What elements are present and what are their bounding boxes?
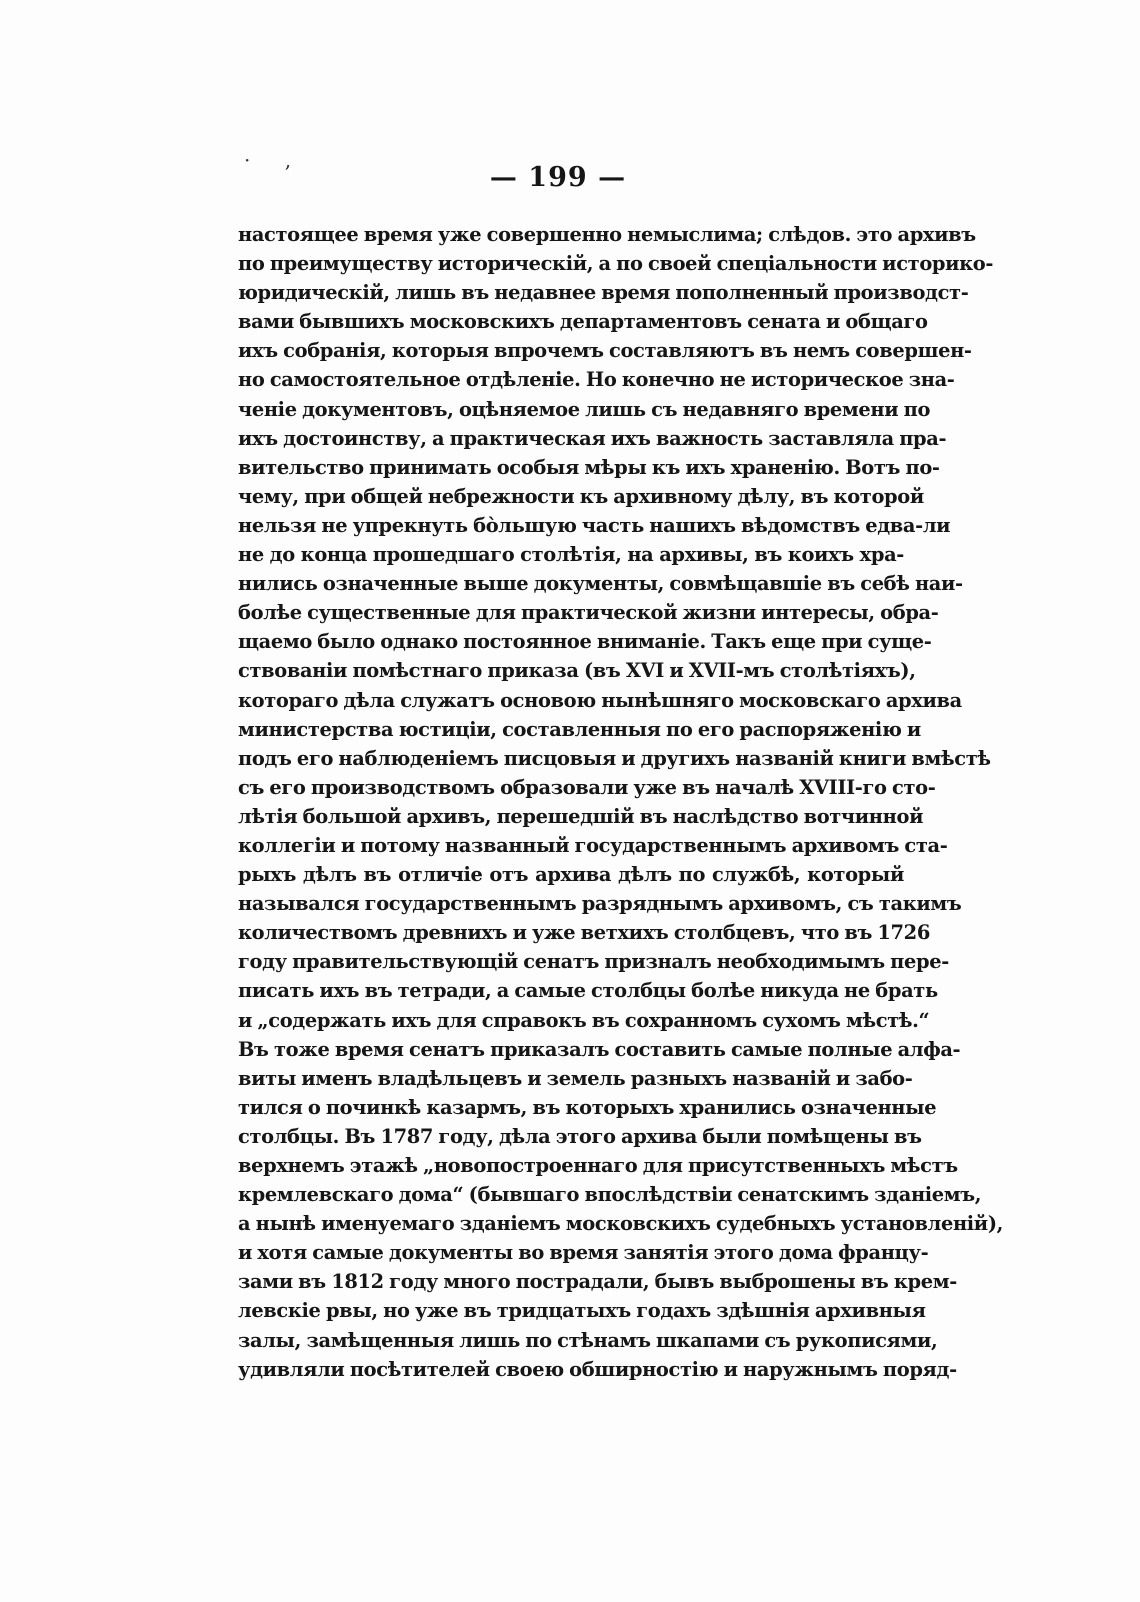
text-line: коллегіи и потому названный государственнымъ архивомъ ста- xyxy=(238,833,948,857)
text-line: вительство принимать особыя мѣры къ ихъ храненію. Вотъ по- xyxy=(238,455,940,479)
text-line: нельзя не упрекнуть бо̀льшую часть нашихъ вѣдомствъ едва-ли xyxy=(238,513,951,537)
text-line: лѣтія большой архивъ, перешедшій въ наслѣдство вотчинной xyxy=(238,804,924,828)
text-line: министерства юстиціи, составленныя по его распоряженію и xyxy=(238,717,921,741)
text-line: удивляли посѣтителей своею обширностію и наружнымъ поряд- xyxy=(238,1357,957,1381)
text-line: верхнемъ этажѣ „новопостроеннаго для присутственныхъ мѣстъ xyxy=(238,1154,958,1177)
text-line: столбцы. Въ 1787 году, дѣла этого архива были помѣщены въ xyxy=(238,1124,922,1148)
text-line: ствованіи помѣстнаго приказа (въ XVI и XVII-мъ столѣтіяхъ), xyxy=(238,659,916,683)
text-line: рыхъ дѣлъ въ отличіе отъ архива дѣлъ по службѣ, который xyxy=(238,863,904,887)
text-line: Въ тоже время сенатъ приказалъ составить самые полные алфа- xyxy=(238,1037,961,1061)
text-line: по преимуществу историческій, а по своей спеціальности историко- xyxy=(238,252,994,276)
page-specks: · , xyxy=(244,148,306,172)
page-number: — 199 — xyxy=(489,162,627,193)
body-text xyxy=(238,220,1004,1384)
text-line: но самостоятельное отдѣленіе. Но конечно не историческое зна- xyxy=(238,368,955,392)
text-line: котораго дѣла служатъ основою нынѣшняго московскаго архива xyxy=(238,688,962,712)
text-line: виты именъ владѣльцевъ и земель разныхъ названій и забо- xyxy=(238,1066,913,1090)
text-line: съ его производствомъ образовали уже въ началѣ XVIII-го сто- xyxy=(238,775,936,799)
text-line: ихъ достоинству, а практическая ихъ важность заставляла пра- xyxy=(238,426,947,450)
text-line: и хотя самые документы во время занятія этого дома францу- xyxy=(238,1241,929,1265)
text-line: назывался государственнымъ разряднымъ архивомъ, съ такимъ xyxy=(238,892,962,916)
text-line: залы, замѣщенныя лишь по стѣнамъ шкапами съ рукописями, xyxy=(238,1328,938,1352)
text-line: левскіе рвы, но уже въ тридцатыхъ годахъ здѣшнія архивныя xyxy=(238,1299,926,1323)
text-line: чему, при общей небрежности къ архивному дѣлу, въ которой xyxy=(238,484,924,508)
text-line: количествомъ древнихъ и уже ветхихъ столбцевъ, что въ 1726 xyxy=(238,921,930,945)
text-line: а нынѣ именуемаго зданіемъ московскихъ судебныхъ установленій), xyxy=(238,1212,1004,1236)
text-line: зами въ 1812 году много пострадали, бывъ выброшены въ крем- xyxy=(238,1270,957,1294)
text-line: подъ его наблюденіемъ писцовыя и другихъ названій книги вмѣстѣ xyxy=(238,746,991,770)
text-line: нились означенные выше документы, совмѣщавшіе въ себѣ наи- xyxy=(238,572,963,596)
text-line: писать ихъ въ тетради, а самые столбцы болѣе никуда не брать xyxy=(238,979,938,1003)
text-line: кремлевскаго дома“ (бывшаго впослѣдствіи сенатскимъ зданіемъ, xyxy=(238,1183,982,1207)
text-line: году правительствующій сенатъ призналъ необходимымъ пере- xyxy=(238,950,949,974)
text-line: тился о починкѣ казармъ, въ которыхъ хранились означенные xyxy=(238,1095,937,1119)
text-line: ихъ собранія, которыя впрочемъ составляютъ въ немъ совершен- xyxy=(238,339,972,363)
text-line: вами бывшихъ московскихъ департаментовъ сената и общаго xyxy=(238,310,928,334)
text-line: не до конца прошедшаго столѣтія, на архивы, въ коихъ хра- xyxy=(238,543,904,567)
text-line: настоящее время уже совершенно немыслима; слѣдов. это архивъ xyxy=(238,223,976,246)
text-line: юридическій, лишь въ недавнее время пополненный производст- xyxy=(238,281,969,305)
text-line: и „содержать ихъ для справокъ въ сохранномъ сухомъ мѣстѣ.“ xyxy=(238,1008,930,1032)
text-line: щаемо было однако постоянное вниманіе. Такъ еще при суще- xyxy=(238,630,932,654)
text-line: ченіе документовъ, оцѣняемое лишь съ недавняго времени по xyxy=(238,397,931,421)
text-line: болѣе существенные для практической жизни интересы, обра- xyxy=(238,601,939,625)
